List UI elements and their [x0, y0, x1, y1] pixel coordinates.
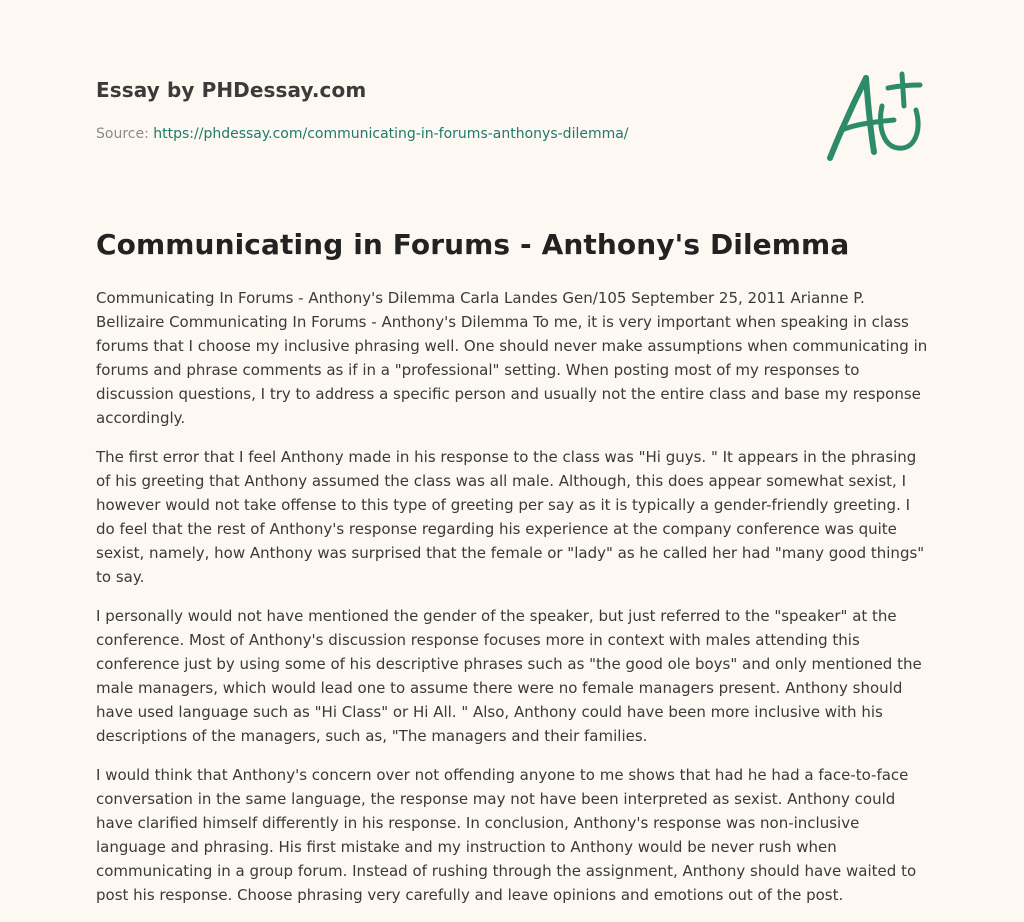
page-header: [96, 76, 796, 144]
essay-title: Communicating in Forums - Anthony's Dilemma: [96, 228, 850, 261]
essay-body: [96, 286, 932, 922]
essay-paragraph: The first error that I feel Anthony made in his response to the class was "Hi guys. " It appears in the phrasing of his greeting that Anthony assumed the class was all male. Although, this does appear somewhat sexist, I however would not take offense to this type of greeting per say as it is typically a gender-friendly greeting. I do feel that the rest of Anthony's response regarding his experience at the company conference was quite sexist, namely, how Anthony was surprised that the female or "lady" as he called her had "many good things" to say.: [96, 448, 925, 586]
source-label: Source:: [96, 126, 154, 142]
essay-paragraph: I would think that Anthony's concern over not offending anyone to me shows that had he had a face-to-face conversation in the same language, the response may not have been interpreted as sexist. Anthony could have clarified himself differently in his response. In conclusion, Anthony's response was non-inclusive language and phrasing. His first mistake and my instruction to Anthony would be never rush when communicating in a group forum. Instead of rushing through the assignment, Anthony should have waited to post his response. Choose phrasing very carefully and leave opinions and emotions out of the post.: [96, 766, 917, 904]
a-plus-logo-icon: [820, 66, 930, 166]
source-line: [96, 124, 796, 144]
source-link[interactable]: https://phdessay.com/communicating-in-forums-anthonys-dilemma/: [153, 126, 629, 142]
essay-paragraph: Communicating In Forums - Anthony's Dilemma Carla Landes Gen/105 September 25, 2011 Arianne P. Bellizaire Communicating In Forums - Anthony's Dilemma To me, it is very important when speaking in class forums that I choose my inclusive phrasing well. One should never make assumptions when communicating in forums and phrase comments as if in a "professional" setting. When posting most of my responses to discussion questions, I try to address a specific person and usually not the entire class and base my response accordingly.: [96, 289, 928, 427]
essay-paragraph: I personally would not have mentioned the gender of the speaker, but just referred to the "speaker" at the conference. Most of Anthony's discussion response focuses more in context with males attending this conference just by using some of his descriptive phrases such as "the good ole boys" and only mentioned the male managers, which would lead one to assume there were no female managers present. Anthony should have used language such as "Hi Class" or Hi All. " Also, Anthony could have been more inclusive with his descriptions of the managers, such as, "The managers and their families.: [96, 607, 922, 745]
site-brand: Essay by PHDessay.com: [96, 78, 367, 102]
